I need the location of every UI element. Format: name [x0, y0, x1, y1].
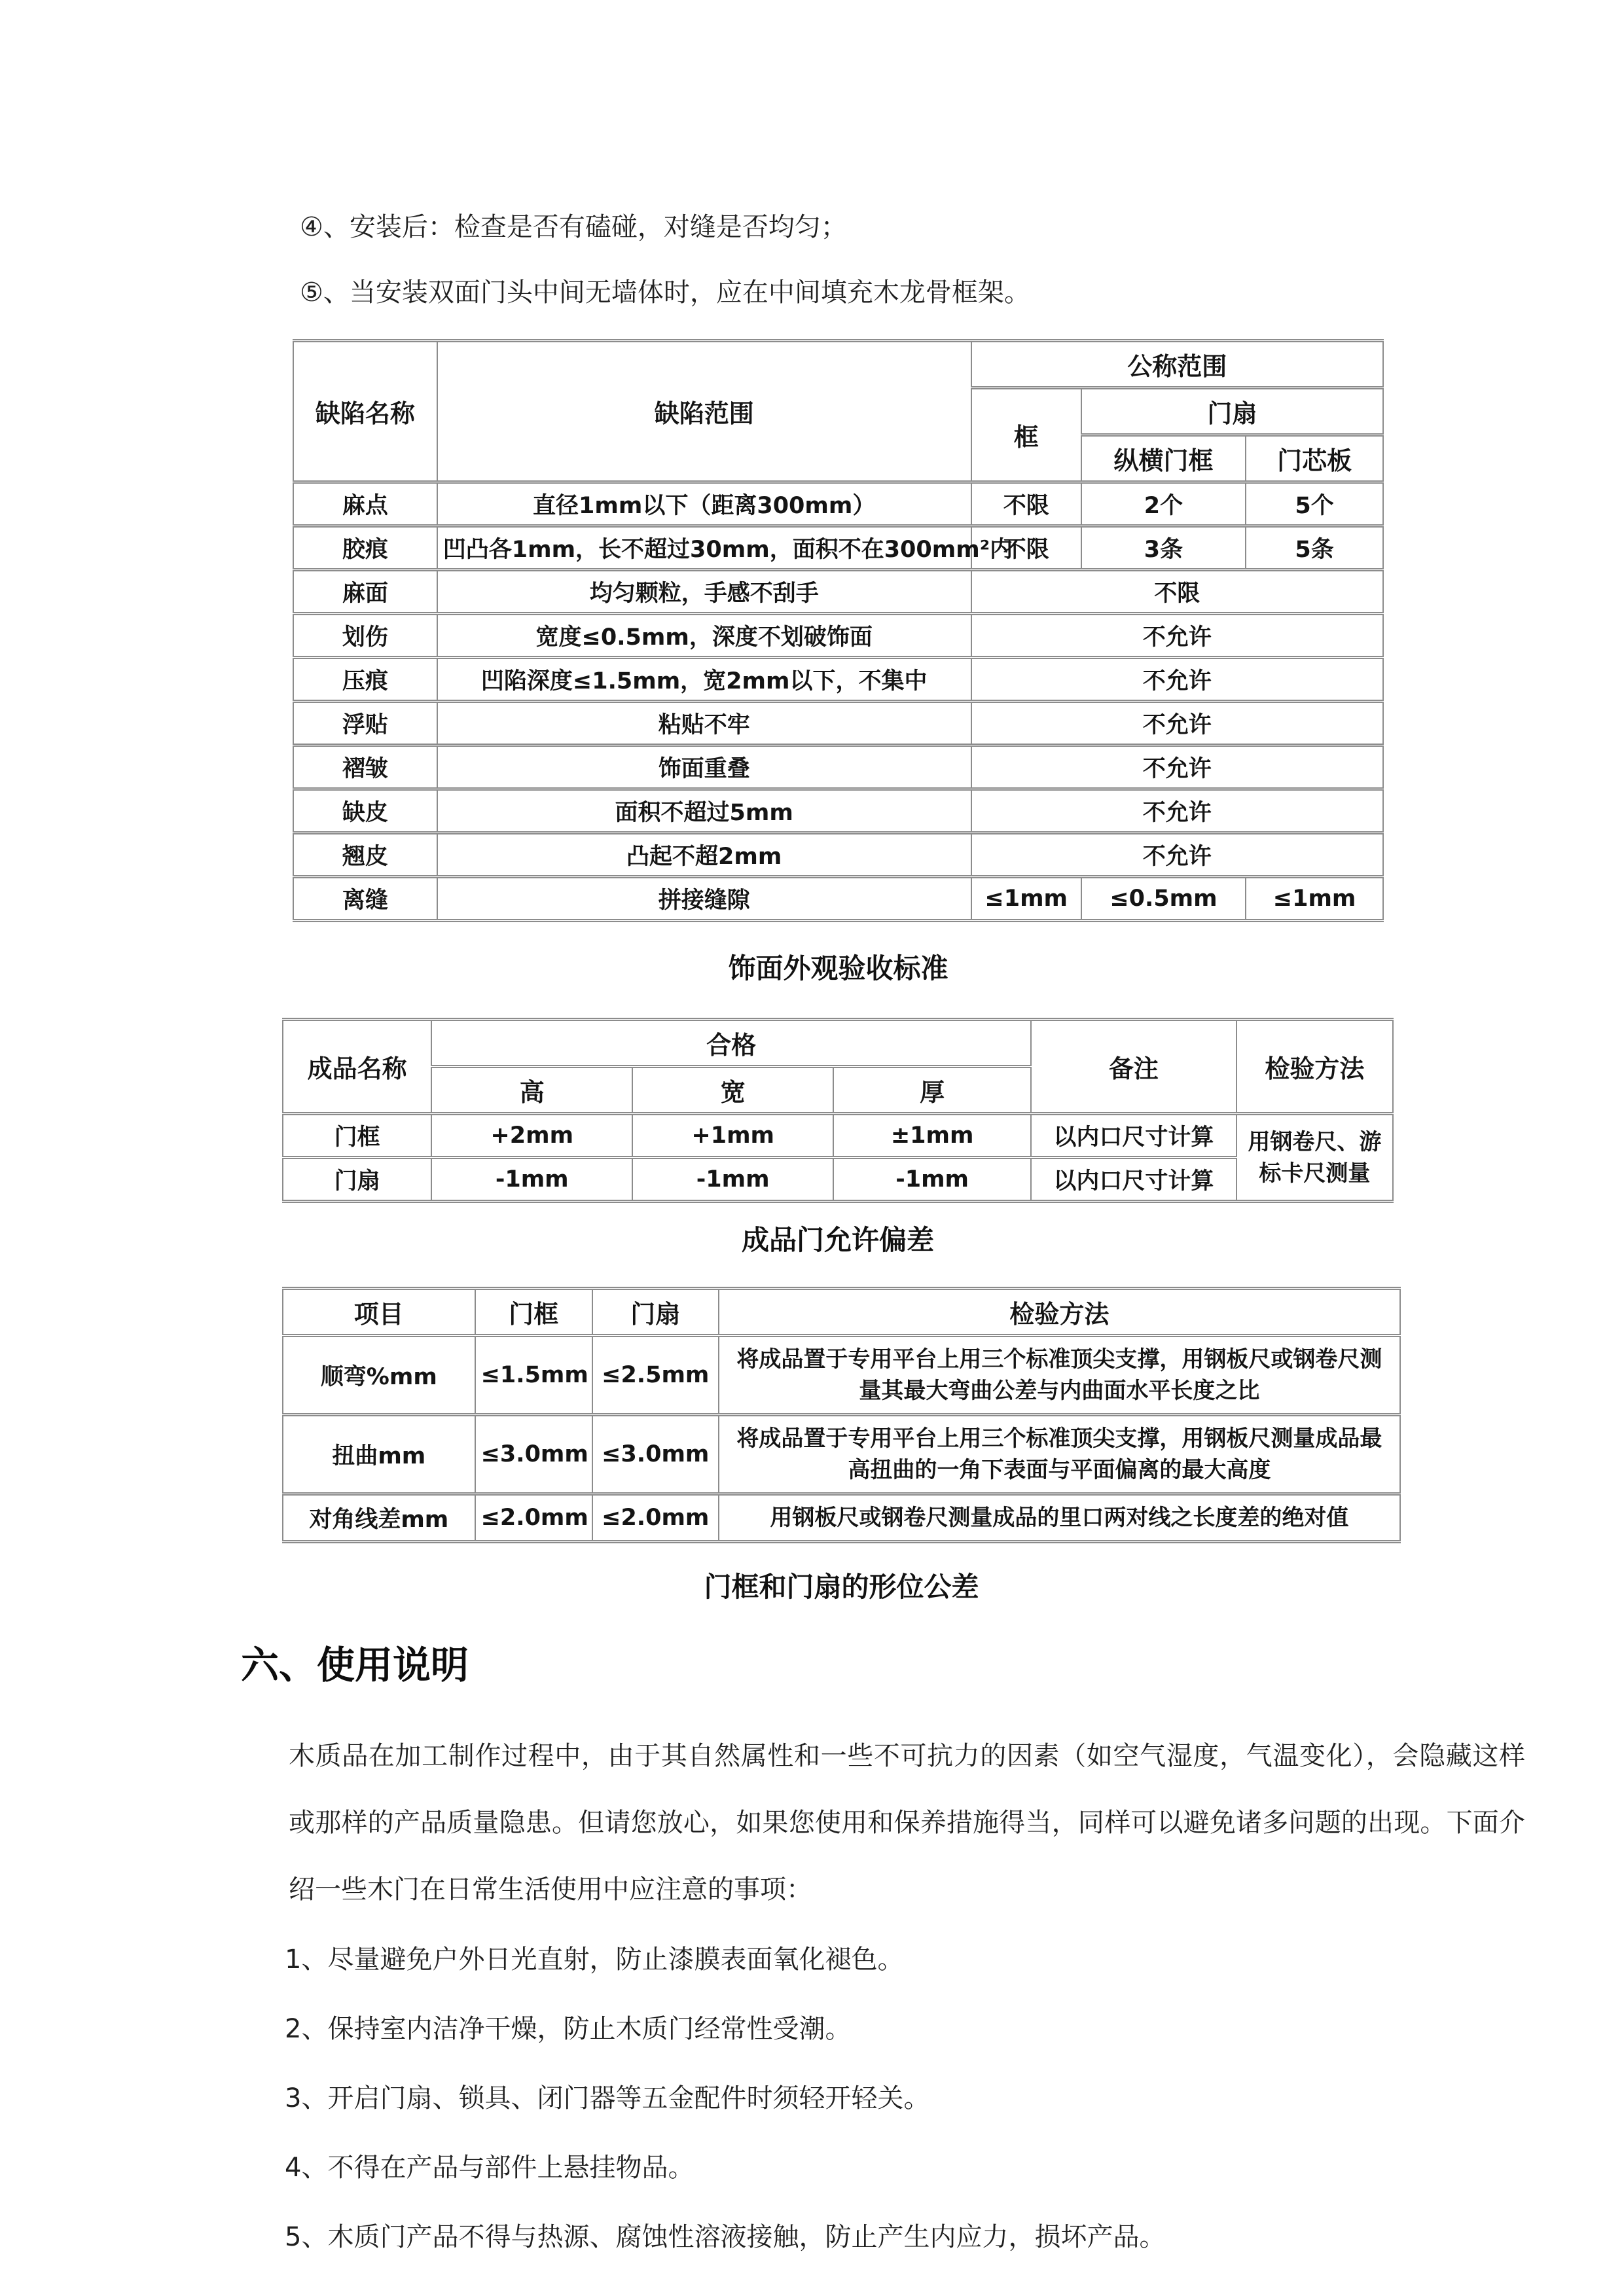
cell-frame-value: ≤1.5mm — [475, 1336, 592, 1415]
cell-defect-range: 拼接缝隙 — [437, 877, 971, 921]
defects-table-caption: 饰面外观验收标准 — [728, 952, 948, 984]
cell-item-name: 对角线差mm — [283, 1494, 475, 1542]
cell-method: 将成品置于专用平台上用三个标准顶尖支撑，用钢板尺或钢卷尺测量其最大弯曲公差与内曲面水平长度之比 — [719, 1336, 1400, 1415]
usage-item-3: 3、开启门扇、锁具、闭门器等五金配件时须轻开轻关。 — [285, 2083, 930, 2113]
cell-frame-value: ≤1mm — [971, 877, 1081, 921]
cell-width-value: +1mm — [632, 1114, 833, 1158]
usage-item-4: 4、不得在产品与部件上悬挂物品。 — [285, 2153, 695, 2183]
cell-defect-range: 凹凸各1mm，长不超过30mm，面积不在300mm²内 — [437, 526, 971, 570]
table-row — [293, 789, 1383, 833]
table-row — [293, 570, 1383, 614]
cell-defect-range: 面积不超过5mm — [437, 789, 971, 833]
defects-header-row-1 — [293, 341, 1383, 388]
table-row — [293, 833, 1383, 877]
cell-defect-range: 直径1mm以下（距离300mm） — [437, 482, 971, 526]
cell-defect-range: 凸起不超2mm — [437, 833, 971, 877]
usage-item-1: 1、尽量避免户外日光直射，防止漆膜表面氧化褪色。 — [285, 1945, 904, 1975]
cell-frame-value: 不限 — [971, 526, 1081, 570]
column-header-nominal-range: 公称范围 — [971, 341, 1383, 388]
cell-all-value: 不允许 — [971, 702, 1383, 745]
cell-defect-name: 划伤 — [293, 614, 437, 658]
tolerance-header-row-1 — [283, 1020, 1393, 1067]
table-row — [293, 526, 1383, 570]
cell-defect-range: 凹陷深度≤1.5mm，宽2mm以下，不集中 — [437, 658, 971, 702]
shape-header-row — [283, 1289, 1400, 1336]
cell-defect-name: 翘皮 — [293, 833, 437, 877]
table-row — [283, 1336, 1400, 1415]
cell-method: 用钢卷尺、游标卡尺测量 — [1236, 1114, 1393, 1202]
cell-frame-value: 不限 — [971, 482, 1081, 526]
install-note-4: ④、安装后：检查是否有磕碰，对缝是否均匀； — [300, 212, 847, 242]
column-header-qualified: 合格 — [431, 1020, 1031, 1067]
cell-vh-value: 2个 — [1081, 482, 1246, 526]
table-row — [283, 1158, 1393, 1202]
table-row — [293, 658, 1383, 702]
cell-defect-name: 胶痕 — [293, 526, 437, 570]
cell-height-value: -1mm — [431, 1158, 632, 1202]
cell-defect-name: 离缝 — [293, 877, 437, 921]
cell-height-value: +2mm — [431, 1114, 632, 1158]
cell-all-value: 不允许 — [971, 614, 1383, 658]
cell-thickness-value: ±1mm — [833, 1114, 1031, 1158]
cell-all-value: 不允许 — [971, 658, 1383, 702]
cell-width-value: -1mm — [632, 1158, 833, 1202]
cell-defect-name: 麻点 — [293, 482, 437, 526]
column-header-product-name: 成品名称 — [283, 1020, 431, 1114]
table-row — [293, 482, 1383, 526]
cell-all-value: 不允许 — [971, 833, 1383, 877]
cell-item-name: 扭曲mm — [283, 1415, 475, 1494]
table-row — [283, 1114, 1393, 1158]
usage-intro-paragraph: 木质品在加工制作过程中，由于其自然属性和一些不可抗力的因素（如空气湿度，气温变化），会隐藏这样或那样的产品质量隐患。但请您放心，如果您使用和保养措施得当，同样可以避免诸多问题的出现。下面介绍一些木门在日常生活使用中应注意的事项： — [289, 1741, 1525, 1905]
cell-defect-range: 饰面重叠 — [437, 745, 971, 789]
table-row — [293, 745, 1383, 789]
column-header-core-panel: 门芯板 — [1246, 435, 1383, 482]
cell-product-name: 门框 — [283, 1114, 431, 1158]
column-header-method: 检验方法 — [1236, 1020, 1393, 1114]
column-header-item: 项目 — [283, 1289, 475, 1336]
cell-vh-value: ≤0.5mm — [1081, 877, 1246, 921]
cell-leaf-value: ≤2.0mm — [592, 1494, 719, 1542]
table-row — [293, 614, 1383, 658]
column-header-frame: 框 — [971, 388, 1081, 482]
cell-vh-value: 3条 — [1081, 526, 1246, 570]
cell-core-value: 5条 — [1246, 526, 1383, 570]
column-header-frame: 门框 — [475, 1289, 592, 1336]
cell-leaf-value: ≤2.5mm — [592, 1336, 719, 1415]
cell-defect-range: 宽度≤0.5mm，深度不划破饰面 — [437, 614, 971, 658]
column-header-method: 检验方法 — [719, 1289, 1400, 1336]
cell-defect-name: 压痕 — [293, 658, 437, 702]
section-heading-usage: 六、使用说明 — [241, 1643, 469, 1687]
cell-all-value: 不允许 — [971, 745, 1383, 789]
cell-frame-value: ≤3.0mm — [475, 1415, 592, 1494]
cell-defect-name: 浮贴 — [293, 702, 437, 745]
table-row — [293, 702, 1383, 745]
defects-table — [293, 339, 1384, 922]
usage-item-2: 2、保持室内洁净干燥，防止木质门经常性受潮。 — [285, 2014, 852, 2044]
tolerance-table — [282, 1018, 1394, 1203]
column-header-leaf: 门扇 — [592, 1289, 719, 1336]
cell-defect-name: 麻面 — [293, 570, 437, 614]
column-header-defect-range: 缺陷范围 — [437, 341, 971, 482]
table-row — [283, 1494, 1400, 1542]
cell-thickness-value: -1mm — [833, 1158, 1031, 1202]
usage-item-5: 5、木质门产品不得与热源、腐蚀性溶液接触，防止产生内应力，损坏产品。 — [285, 2222, 1166, 2252]
cell-defect-range: 粘贴不牢 — [437, 702, 971, 745]
cell-defect-name: 缺皮 — [293, 789, 437, 833]
cell-remark: 以内口尺寸计算 — [1031, 1114, 1236, 1158]
cell-all-value: 不限 — [971, 570, 1383, 614]
column-header-height: 高 — [431, 1067, 632, 1114]
table-row — [293, 877, 1383, 921]
cell-frame-value: ≤2.0mm — [475, 1494, 592, 1542]
cell-product-name: 门扇 — [283, 1158, 431, 1202]
cell-defect-range: 均匀颗粒，手感不刮手 — [437, 570, 971, 614]
cell-core-value: ≤1mm — [1246, 877, 1383, 921]
cell-remark: 以内口尺寸计算 — [1031, 1158, 1236, 1202]
cell-method: 用钢板尺或钢卷尺测量成品的里口两对线之长度差的绝对值 — [719, 1494, 1400, 1542]
table-row — [283, 1415, 1400, 1494]
column-header-width: 宽 — [632, 1067, 833, 1114]
column-header-vh-frame: 纵横门框 — [1081, 435, 1246, 482]
column-header-remark: 备注 — [1031, 1020, 1236, 1114]
shape-table-caption: 门框和门扇的形位公差 — [704, 1571, 979, 1603]
shape-tolerance-table — [282, 1287, 1401, 1543]
column-header-door-leaf: 门扇 — [1081, 388, 1383, 435]
cell-core-value: 5个 — [1246, 482, 1383, 526]
cell-leaf-value: ≤3.0mm — [592, 1415, 719, 1494]
column-header-thickness: 厚 — [833, 1067, 1031, 1114]
column-header-defect-name: 缺陷名称 — [293, 341, 437, 482]
cell-defect-name: 褶皱 — [293, 745, 437, 789]
cell-method: 将成品置于专用平台上用三个标准顶尖支撑，用钢板尺测量成品最高扭曲的一角下表面与平面偏离的最大高度 — [719, 1415, 1400, 1494]
cell-item-name: 顺弯%mm — [283, 1336, 475, 1415]
tolerance-table-caption: 成品门允许偏差 — [741, 1224, 934, 1256]
cell-all-value: 不允许 — [971, 789, 1383, 833]
install-note-5: ⑤、当安装双面门头中间无墙体时，应在中间填充木龙骨框架。 — [300, 278, 1030, 308]
